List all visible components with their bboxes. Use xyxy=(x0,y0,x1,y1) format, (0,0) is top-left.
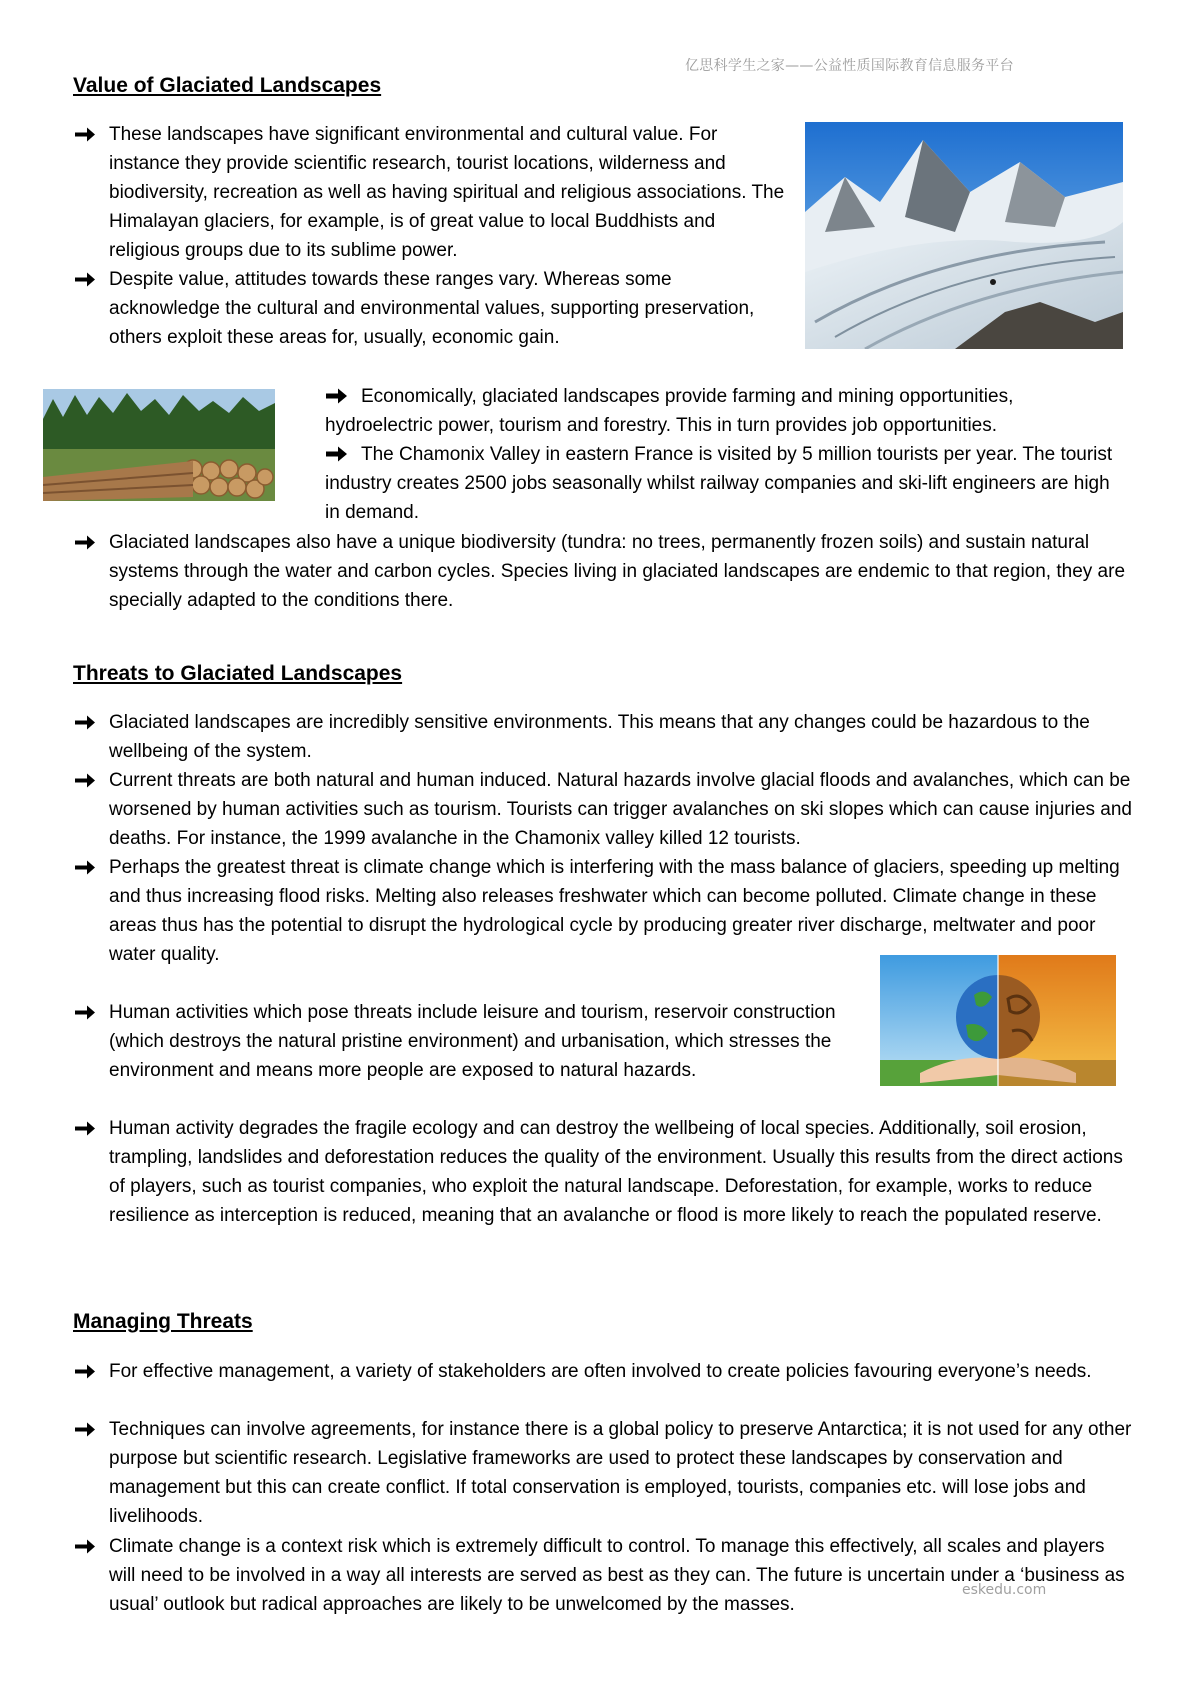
right-arrow-icon xyxy=(325,387,349,405)
value-bullet-3: Economically, glaciated landscapes provide farming and mining opportunities, hydroelectric power, tourism and forestry. This in turn provides job opportunities. xyxy=(325,386,1014,436)
heading-managing: Managing Threats xyxy=(73,1310,253,1333)
right-arrow-icon xyxy=(73,1532,97,1561)
right-arrow-icon xyxy=(73,265,97,294)
value-bullet-2: Despite value, attitudes towards these ranges vary. Whereas some acknowledge the cultural and environmental values, supporting preservation, others exploit these areas for, usually, economic gain. xyxy=(73,265,773,352)
threats-bullet-5: Human activity degrades the fragile ecology and can destroy the wellbeing of local species. Additionally, soil erosion, trampling, landslides and deforestation reduces the quality of the environment. Usually this results from the direct actions of players, such as tourist companies, who exploit the natural landscape. Deforestation, for example, works to reduce resilience as interception is reduced, meaning that an avalanche or flood is more likely to reach the populated reserve. xyxy=(73,1114,1143,1230)
right-arrow-icon xyxy=(73,766,97,795)
managing-bullet-3: Climate change is a context risk which is extremely difficult to control. To manage this effectively, all scales and players will need to be involved in a way all interests are served as best as they can. The future is uncertain under a ‘business as usual’ outlook but radical approaches are likely to be unwelcomed by the masses. xyxy=(73,1532,1133,1619)
threats-bullet-1: Glaciated landscapes are incredibly sensitive environments. This means that any changes could be hazardous to the wellbeing of the system. xyxy=(73,708,1133,766)
right-arrow-icon xyxy=(73,1415,97,1444)
threats-bullet-2: Current threats are both natural and human induced. Natural hazards involve glacial floods and avalanches, which can be worsened by human activities such as tourism. Tourists can trigger avalanches on ski slopes which can cause injuries and deaths. For instance, the 1999 avalanche in the Chamonix valley killed 12 tourists. xyxy=(73,766,1133,853)
glacier-photo xyxy=(805,122,1123,349)
managing-bullet-2: Techniques can involve agreements, for instance there is a global policy to preserve Antarctica; it is not used for any other purpose but scientific research. Legislative frameworks are used to protect these landscapes by conservation and management but this can create conflict. If total conservation is employed, tourists, companies etc. will lose jobs and livelihoods. xyxy=(73,1415,1143,1531)
right-arrow-icon xyxy=(73,120,97,149)
watermark-bottom: eskedu.com xyxy=(962,1582,1047,1598)
right-arrow-icon xyxy=(73,708,97,737)
value-bullet-5: Glaciated landscapes also have a unique biodiversity (tundra: no trees, permanently frozen soils) and sustain natural systems through the water and carbon cycles. Species living in glaciated landscapes are endemic to that region, they are specially adapted to the conditions there. xyxy=(73,528,1133,615)
logs-photo xyxy=(43,389,275,501)
right-arrow-icon xyxy=(73,998,97,1027)
heading-value: Value of Glaciated Landscapes xyxy=(73,74,382,97)
heading-threats: Threats to Glaciated Landscapes xyxy=(73,662,403,685)
right-arrow-icon xyxy=(325,445,349,463)
managing-bullet-1: For effective management, a variety of stakeholders are often involved to create policies favouring everyone’s needs. xyxy=(73,1357,1133,1386)
value-bullet-1: These landscapes have significant environmental and cultural value. For instance they provide scientific research, tourist locations, wilderness and biodiversity, recreation as well as having spiritual and religious associations. The Himalayan glaciers, for example, is of great value to local Buddhists and religious groups due to its sublime power. xyxy=(73,120,788,265)
value-bullet-4: The Chamonix Valley in eastern France is visited by 5 million tourists per year. The tourist industry creates 2500 jobs seasonally whilst railway companies and ski-lift engineers are high in demand. xyxy=(325,444,1113,523)
right-arrow-icon xyxy=(73,1357,97,1386)
right-arrow-icon xyxy=(73,853,97,882)
right-arrow-icon xyxy=(73,528,97,557)
threats-bullet-4: Human activities which pose threats include leisure and tourism, reservoir construction (which destroys the natural pristine environment) and urbanisation, which stresses the environment and means more people are exposed to natural hazards. xyxy=(73,998,848,1085)
earth-hands-photo xyxy=(880,955,1116,1086)
watermark-top: 亿思科学生之家——公益性质国际教育信息服务平台 xyxy=(685,58,1014,74)
threats-bullet-3: Perhaps the greatest threat is climate change which is interfering with the mass balance of glaciers, speeding up melting and thus increasing flood risks. Melting also releases freshwater which can become polluted. Climate change in these areas thus has the potential to disrupt the hydrological cycle by producing greater river discharge, meltwater and poor water quality. xyxy=(73,853,1133,969)
right-arrow-icon xyxy=(73,1114,97,1143)
